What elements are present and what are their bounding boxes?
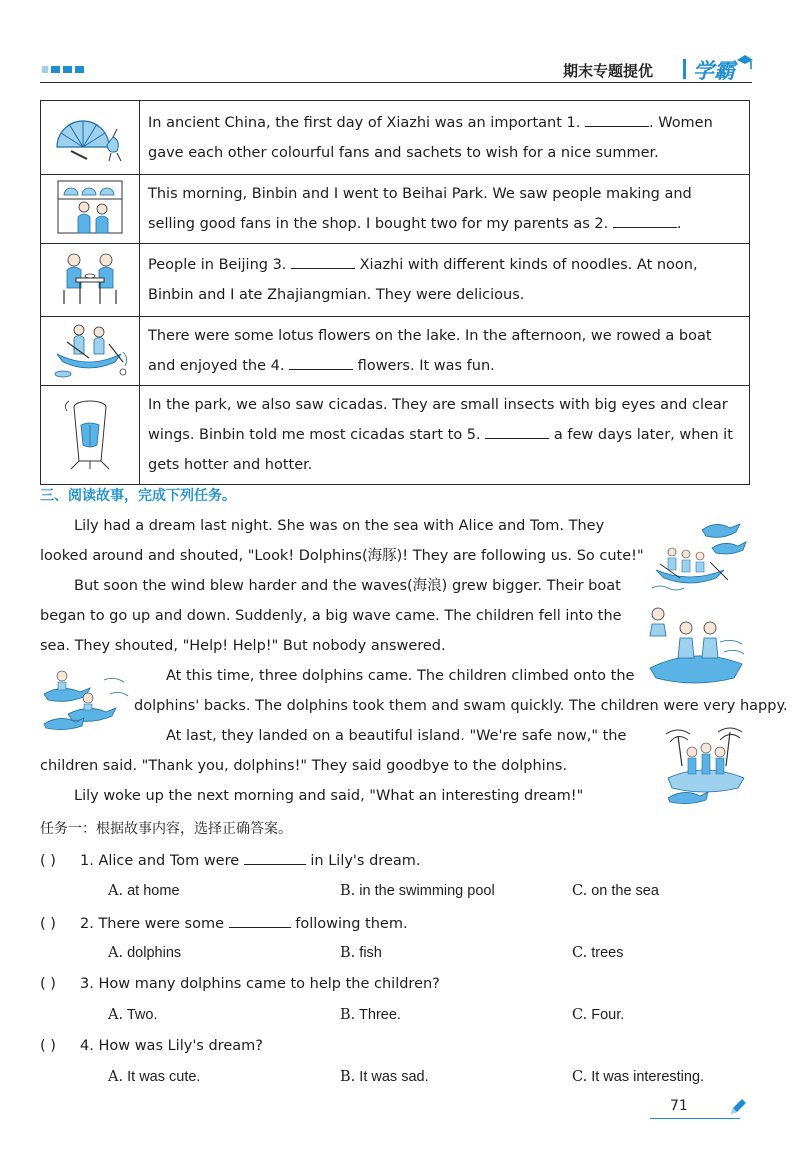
question-text: How many dolphins came to help the children? — [93, 976, 440, 992]
question-4 — [40, 1038, 263, 1054]
answer-parentheses[interactable]: ( ) — [40, 916, 56, 932]
answer-blank[interactable] — [291, 254, 355, 269]
row-text-after: flowers. It was fun. — [353, 358, 495, 374]
option-text: fish — [355, 945, 382, 961]
option-c[interactable] — [572, 945, 623, 961]
question-text-after: in Lily's dream. — [305, 853, 421, 869]
row-text-after: . — [676, 216, 682, 232]
answer-parentheses[interactable]: ( ) — [40, 1038, 56, 1054]
answer-blank[interactable] — [585, 112, 649, 127]
option-a[interactable] — [108, 945, 181, 961]
rowing-boat-icon — [49, 318, 131, 380]
task-title: 任务一：根据故事内容，选择正确答案。 — [40, 821, 292, 837]
answer-parentheses[interactable]: ( ) — [40, 976, 56, 992]
answer-blank — [244, 851, 306, 865]
story-paragraph-4a: At last, they landed on a beautiful island. "We're safe now," the — [166, 728, 627, 744]
question-text: Alice and Tom were — [93, 853, 244, 869]
option-c[interactable] — [572, 883, 659, 899]
answer-blank[interactable] — [613, 213, 677, 228]
question-text-after: following them. — [290, 916, 408, 932]
children-boat-dolphins-illustration — [650, 518, 750, 596]
story-paragraph-3b: dolphins' backs. The dolphins took them and swam quickly. The children were very happy. — [134, 698, 788, 714]
row-picture — [41, 244, 140, 317]
option-text: at home — [123, 883, 180, 899]
row-text — [140, 101, 750, 175]
answer-blank[interactable] — [289, 355, 353, 370]
question-text: How was Lily's dream? — [93, 1038, 263, 1054]
option-letter: B. — [340, 1069, 356, 1085]
header-rule — [40, 82, 752, 83]
story-paragraph-2: But soon the wind blew harder and the waves(海浪) grew bigger. Their boat began to go up and down. Suddenly, a big wave came. The children fell into the sea. They shouted, "Help! Help!" But nobody answered. — [40, 578, 622, 654]
header-divider — [683, 59, 686, 79]
page-number: 71 — [670, 1098, 688, 1114]
option-text: dolphins — [123, 945, 182, 961]
row-text-before: In ancient China, the first day of Xiazhi was an important 1. — [148, 114, 585, 131]
option-text: Two. — [123, 1007, 158, 1023]
question-1 — [40, 851, 420, 869]
option-c[interactable] — [572, 1007, 624, 1023]
brand-logo: 学霸 — [693, 59, 735, 83]
option-text: trees — [587, 945, 624, 961]
row-text-before: This morning, Binbin and I went to Beihai Park. We saw people making and selling good fans in the shop. I bought two for my parents as 2. — [148, 186, 692, 232]
option-a[interactable] — [108, 883, 180, 899]
option-letter: C. — [572, 1007, 588, 1023]
children-riding-dolphins-illustration — [40, 664, 130, 732]
row-text — [140, 386, 750, 485]
option-text: in the swimming pool — [355, 883, 495, 899]
option-text: It was cute. — [123, 1069, 201, 1085]
option-letter: C. — [572, 1069, 588, 1085]
page-title: 期末专题提优 — [563, 62, 654, 80]
option-text: on the sea — [587, 883, 659, 899]
row-picture — [41, 386, 140, 485]
option-letter: B. — [340, 945, 356, 961]
question-2 — [40, 914, 408, 932]
option-letter: A. — [108, 1069, 124, 1085]
table-row — [41, 244, 750, 317]
option-b[interactable] — [340, 1007, 401, 1023]
row-text — [140, 317, 750, 386]
option-letter: C. — [572, 945, 588, 961]
option-b[interactable] — [340, 883, 495, 899]
option-letter: C. — [572, 883, 588, 899]
question-number: 1. — [80, 853, 94, 869]
section-title: 三、阅读故事，完成下列任务。 — [40, 488, 236, 504]
story-paragraph-5: Lily woke up the next morning and said, "What an interesting dream!" — [74, 788, 584, 804]
question-number: 2. — [80, 916, 94, 932]
row-text — [140, 244, 750, 317]
option-text: It was interesting. — [587, 1069, 705, 1085]
answer-parentheses[interactable]: ( ) — [40, 853, 56, 869]
story-table — [40, 100, 750, 485]
option-a[interactable] — [108, 1069, 200, 1085]
option-c[interactable] — [572, 1069, 704, 1085]
row-text — [140, 175, 750, 244]
table-row — [41, 101, 750, 175]
option-letter: A. — [108, 945, 124, 961]
question-text: There were some — [93, 916, 229, 932]
option-b[interactable] — [340, 1069, 429, 1085]
table-row — [41, 175, 750, 244]
row-picture — [41, 317, 140, 386]
table-row — [41, 317, 750, 386]
children-in-sea-illustration — [644, 602, 750, 690]
answer-blank — [229, 914, 291, 928]
eating-noodles-icon — [54, 248, 126, 308]
footer-rule — [650, 1118, 740, 1119]
row-text-after: Xiazhi with different kinds of noodles. At noon, Binbin and I ate Zhajiangmian. They were delicious. — [148, 257, 698, 303]
story-paragraph-4b: children said. "Thank you, dolphins!" They said goodbye to the dolphins. — [40, 758, 568, 774]
option-letter: B. — [340, 883, 356, 899]
option-text: Four. — [587, 1007, 625, 1023]
question-number: 4. — [80, 1038, 94, 1054]
option-letter: B. — [340, 1007, 356, 1023]
option-letter: A. — [108, 1007, 124, 1023]
row-text-after: a few days later, when it gets hotter and hotter. — [148, 427, 733, 473]
graduation-cap-icon — [735, 52, 755, 74]
story-paragraph-3a: At this time, three dolphins came. The children climbed onto the — [166, 668, 635, 684]
table-row — [41, 386, 750, 485]
header-decoration — [42, 66, 84, 73]
answer-blank[interactable] — [485, 424, 549, 439]
option-a[interactable] — [108, 1007, 157, 1023]
option-text: Three. — [355, 1007, 401, 1023]
cicada-icon — [57, 395, 123, 471]
row-text-before: People in Beijing 3. — [148, 257, 292, 273]
row-text-after: . Women gave each other colourful fans and sachets to wish for a nice summer. — [148, 114, 713, 161]
pencil-icon — [728, 1097, 748, 1117]
fan-shop-icon — [54, 177, 126, 237]
row-picture — [41, 175, 140, 244]
row-picture — [41, 101, 140, 175]
option-text: It was sad. — [355, 1069, 429, 1085]
option-letter: A. — [108, 883, 124, 899]
question-number: 3. — [80, 976, 94, 992]
row-text-before: There were some lotus flowers on the lake. In the afternoon, we rowed a boat and enjoyed the 4. — [148, 328, 712, 374]
question-3 — [40, 976, 440, 992]
fan-and-sachet-icon — [51, 107, 129, 165]
children-on-island-illustration — [658, 726, 750, 808]
row-text-before: In the park, we also saw cicadas. They are small insects with big eyes and clear wings. Binbin told me most cicadas start to 5. — [148, 397, 728, 443]
option-b[interactable] — [340, 945, 382, 961]
story-paragraph-1: Lily had a dream last night. She was on the sea with Alice and Tom. They looked around and shouted, "Look! Dolphins(海豚)! They are following us. So cute!" — [40, 518, 644, 564]
